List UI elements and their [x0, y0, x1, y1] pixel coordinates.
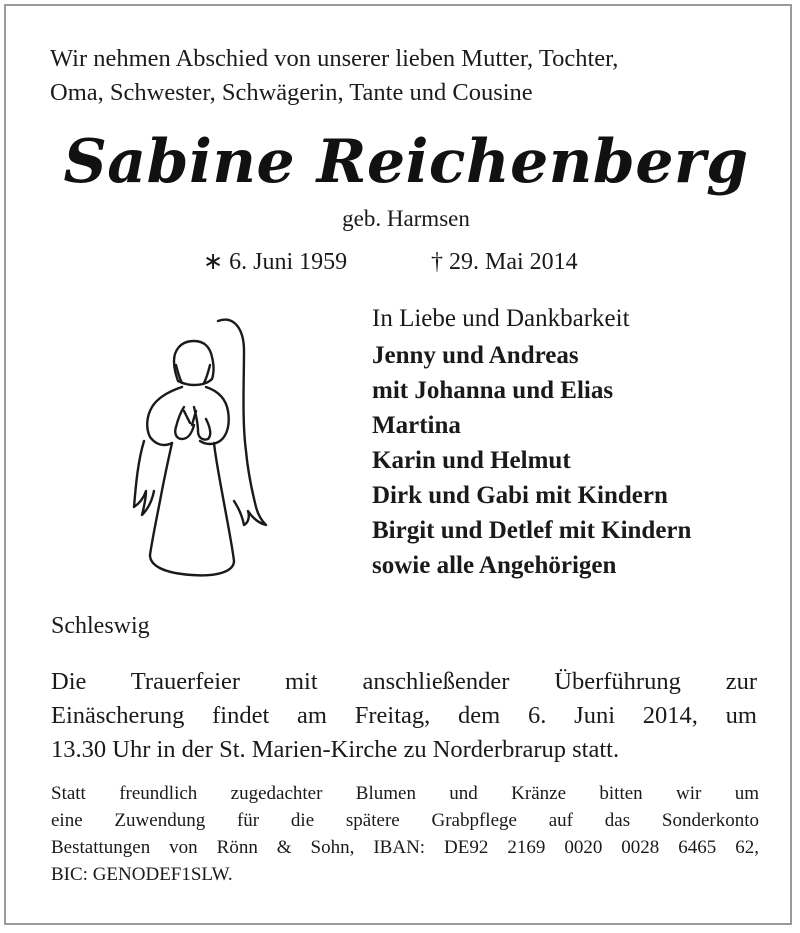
mourner-name: sowie alle Angehörigen [372, 552, 617, 579]
birth-name: geb. Harmsen [342, 206, 470, 231]
intro-line: Oma, Schwester, Schwägerin, Tante und Cousine [50, 79, 533, 106]
mourners-lead: In Liebe und Dankbarkeit [372, 305, 630, 332]
place-name: Schleswig [51, 613, 150, 639]
funeral-service-text [51, 665, 757, 767]
donation-line: Bestattungen von Rönn & Sohn, IBAN: DE92 2169 0020 0028 6465 62, [51, 837, 759, 858]
donation-note [51, 780, 759, 888]
service-line: Die Trauerfeier mit anschließender Überführung zur [51, 668, 757, 695]
mourners-block [372, 302, 782, 583]
death-date: † 29. Mai 2014 [431, 249, 578, 275]
mourner-name: Dirk und Gabi mit Kindern [372, 482, 668, 509]
mourner-name: Birgit und Detlef mit Kindern [372, 517, 692, 544]
birth-date: ∗ 6. Juni 1959 [203, 249, 348, 275]
donation-line: eine Zuwendung für die spätere Grabpflege auf das Sonderkonto [51, 810, 759, 831]
angel-icon [122, 311, 270, 583]
mourner-name: Karin und Helmut [372, 447, 571, 474]
donation-line: Statt freundlich zugedachter Blumen und Kränze bitten wir um [51, 783, 759, 804]
mourners-names [372, 338, 782, 583]
mourner-name: Martina [372, 412, 461, 439]
deceased-name: Sabine Reichenberg [63, 127, 749, 197]
mourner-name: mit Johanna und Elias [372, 377, 614, 404]
intro-text [50, 42, 770, 110]
service-line: 13.30 Uhr in der St. Marien-Kirche zu Norderbrarup statt. [51, 736, 620, 763]
service-line: Einäscherung findet am Freitag, dem 6. Juni 2014, um [51, 702, 757, 729]
intro-line: Wir nehmen Abschied von unserer lieben Mutter, Tochter, [50, 45, 619, 72]
donation-line: BIC: GENODEF1SLW. [51, 864, 233, 885]
obituary-frame [4, 4, 792, 925]
mourner-name: Jenny und Andreas [372, 342, 579, 369]
